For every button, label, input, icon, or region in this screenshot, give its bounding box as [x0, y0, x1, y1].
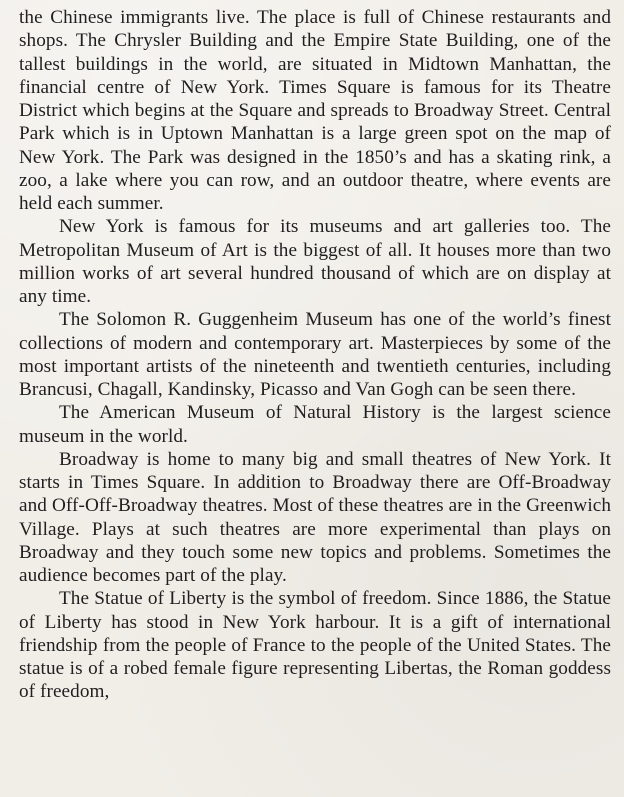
paragraph-5: Broadway is home to many big and small theatres of New York. It starts in Times Square. In addition to Broadway there are Off-Broadway and Off-Off-Broadway theatres. Most of these theatres are in the Greenwich Village. Plays at such theatres are more experimental than plays on Broadway and they touch some new topics and problems. Sometimes the audience becomes part of the play. [19, 448, 611, 586]
document-text [19, 6, 611, 704]
paragraph-2: New York is famous for its museums and art galleries too. The Metropolitan Museum of Art is the biggest of all. It houses more than two million works of art several hundred thousand of which are on display at any time. [19, 216, 611, 307]
paragraph-4: The American Museum of Natural History is the largest science museum in the world. [19, 402, 611, 447]
paragraph-1: the Chinese immigrants live. The place is full of Chinese restaurants and shops. The Chrysler Building and the Empire State Building, one of the tallest buildings in the world, are situated in Midtown Manhattan, the financial centre of New York. Times Square is famous for its Theatre District which begins at the Square and spreads to Broadway Street. Central Park which is in Uptown Manhattan is a large green spot on the map of New York. The Park was designed in the 1850’s and has a skating rink, a zoo, a lake where you can row, and an outdoor theatre, where events are held each summer. [19, 7, 611, 214]
paragraph-3: The Solomon R. Guggenheim Museum has one of the world’s finest collections of modern and contemporary art. Masterpieces by some of the most important artists of the nineteenth and twentieth centuries, including Brancusi, Chagall, Kandinsky, Picasso and Van Gogh can be seen there. [19, 309, 611, 400]
paragraph-6: The Statue of Liberty is the symbol of freedom. Since 1886, the Statue of Liberty has stood in New York harbour. It is a gift of international friendship from the people of France to the people of the United States. The statue is of a robed female figure representing Libertas, the Roman goddess of freedom, [19, 588, 611, 703]
